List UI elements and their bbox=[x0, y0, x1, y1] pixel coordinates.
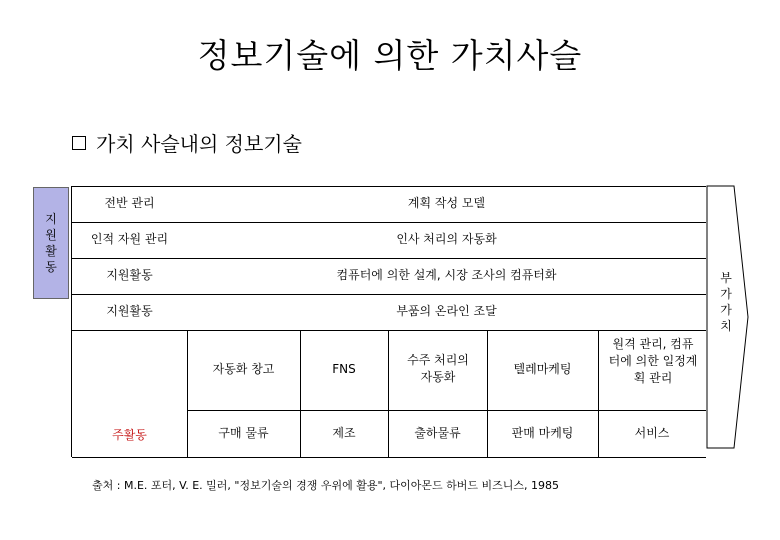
source-citation: 출처 : M.E. 포터, V. E. 밀러, "정보기술의 경쟁 우위에 활용", 다이아몬드 하버드 비즈니스, 1985 bbox=[92, 479, 560, 492]
page-title: 정보기술에 의한 가치사슬 bbox=[197, 36, 583, 75]
row-divider bbox=[72, 186, 706, 187]
margin-label-char: 가 bbox=[720, 303, 732, 317]
primary-activity: 구매 물류 bbox=[218, 426, 269, 440]
support-activity-label: 전반 관리 bbox=[104, 196, 155, 210]
support-label-char: 원 bbox=[45, 228, 57, 242]
support-it-label: 계획 작성 모델 bbox=[407, 196, 486, 210]
margin-label-char: 치 bbox=[720, 319, 732, 333]
row-divider bbox=[72, 294, 706, 295]
subtitle-text: 가치 사슬내의 정보기술 bbox=[96, 132, 302, 156]
primary-it-label: 텔레마케팅 bbox=[513, 362, 572, 376]
support-activity-label: 지원활동 bbox=[106, 304, 153, 318]
primary-activity: 판매 마케팅 bbox=[511, 426, 574, 440]
col-divider bbox=[71, 186, 72, 457]
primary-activity: 제조 bbox=[332, 426, 356, 440]
row-divider bbox=[72, 222, 706, 223]
support-activity-label: 지원활동 bbox=[106, 268, 153, 282]
primary-it-label: 수주 처리의 자동화 bbox=[407, 353, 469, 384]
margin-label bbox=[712, 270, 740, 334]
primary-activity: 서비스 bbox=[634, 426, 670, 440]
support-it-label: 컴퓨터에 의한 설계, 시장 조사의 컴퓨터화 bbox=[336, 268, 557, 282]
support-label-char: 동 bbox=[45, 260, 57, 274]
row-divider bbox=[72, 457, 706, 458]
primary-it-label: FNS bbox=[332, 362, 356, 376]
margin-label-char: 부 bbox=[720, 271, 732, 285]
row-divider bbox=[72, 330, 706, 331]
checkbox-bullet-icon bbox=[72, 136, 86, 150]
primary-activities-label: 주활동 bbox=[112, 428, 147, 442]
row-divider bbox=[187, 410, 706, 411]
support-activities-bar bbox=[33, 187, 69, 299]
primary-it-label: 자동화 창고 bbox=[212, 362, 275, 376]
primary-activity: 출하물류 bbox=[414, 426, 461, 440]
support-it-label: 인사 처리의 자동화 bbox=[396, 232, 497, 246]
support-activity-label: 인적 자원 관리 bbox=[90, 232, 169, 246]
primary-it-label: 원격 관리, 컴퓨터에 의한 일정계획 관리 bbox=[608, 337, 698, 385]
support-it-label: 부품의 온라인 조달 bbox=[396, 304, 497, 318]
margin-label-char: 가 bbox=[720, 287, 732, 301]
subtitle bbox=[72, 128, 302, 157]
row-divider bbox=[72, 258, 706, 259]
support-label-char: 활 bbox=[45, 244, 57, 258]
support-label-char: 지 bbox=[45, 212, 57, 226]
